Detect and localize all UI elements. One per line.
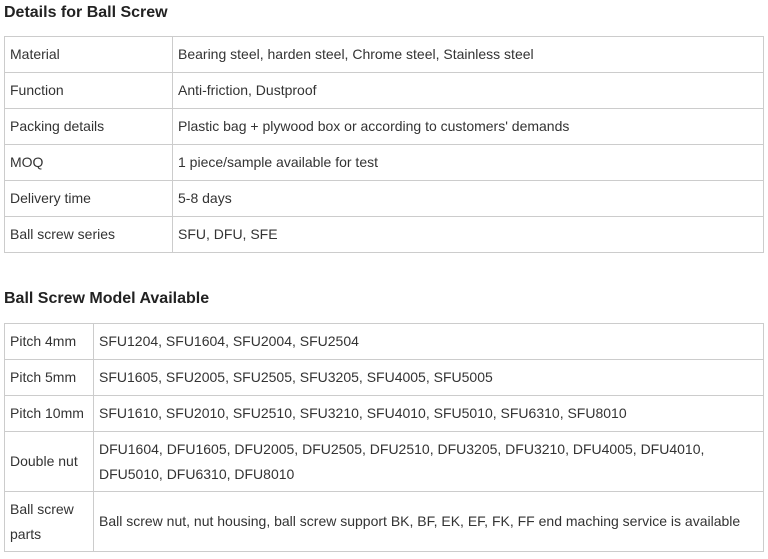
table-row	[5, 217, 764, 253]
row-value: Plastic bag + plywood box or according to customers' demands	[173, 109, 764, 145]
row-value: Bearing steel, harden steel, Chrome steel, Stainless steel	[173, 37, 764, 73]
table-row	[5, 432, 764, 492]
row-label: Pitch 4mm	[5, 324, 94, 360]
row-value: Ball screw nut, nut housing, ball screw support BK, BF, EK, EF, FK, FF end maching service is available	[94, 492, 764, 552]
table-row	[5, 37, 764, 73]
row-value: Anti-friction, Dustproof	[173, 73, 764, 109]
row-label: MOQ	[5, 145, 173, 181]
row-label: Delivery time	[5, 181, 173, 217]
table-row	[5, 73, 764, 109]
table-row	[5, 145, 764, 181]
models-table	[4, 323, 764, 552]
row-label: Ball screw parts	[5, 492, 94, 552]
row-label: Double nut	[5, 432, 94, 492]
row-value: 5-8 days	[173, 181, 764, 217]
row-value: SFU1605, SFU2005, SFU2505, SFU3205, SFU4005, SFU5005	[94, 360, 764, 396]
row-label: Material	[5, 37, 173, 73]
table-row	[5, 396, 764, 432]
row-label: Ball screw series	[5, 217, 173, 253]
table-row	[5, 492, 764, 552]
row-value: SFU1204, SFU1604, SFU2004, SFU2504	[94, 324, 764, 360]
row-label: Pitch 10mm	[5, 396, 94, 432]
table-row	[5, 360, 764, 396]
row-value: 1 piece/sample available for test	[173, 145, 764, 181]
table-row	[5, 324, 764, 360]
row-value: DFU1604, DFU1605, DFU2005, DFU2505, DFU2510, DFU3205, DFU3210, DFU4005, DFU4010, DFU5010, DFU6310, DFU8010	[94, 432, 764, 492]
details-title: Details for Ball Screw	[4, 4, 168, 21]
row-value: SFU1610, SFU2010, SFU2510, SFU3210, SFU4010, SFU5010, SFU6310, SFU8010	[94, 396, 764, 432]
row-label: Pitch 5mm	[5, 360, 94, 396]
row-label: Packing details	[5, 109, 173, 145]
row-label: Function	[5, 73, 173, 109]
table-row	[5, 109, 764, 145]
details-table	[4, 36, 764, 253]
models-title: Ball Screw Model Available	[4, 290, 210, 307]
row-value: SFU, DFU, SFE	[173, 217, 764, 253]
table-row	[5, 181, 764, 217]
